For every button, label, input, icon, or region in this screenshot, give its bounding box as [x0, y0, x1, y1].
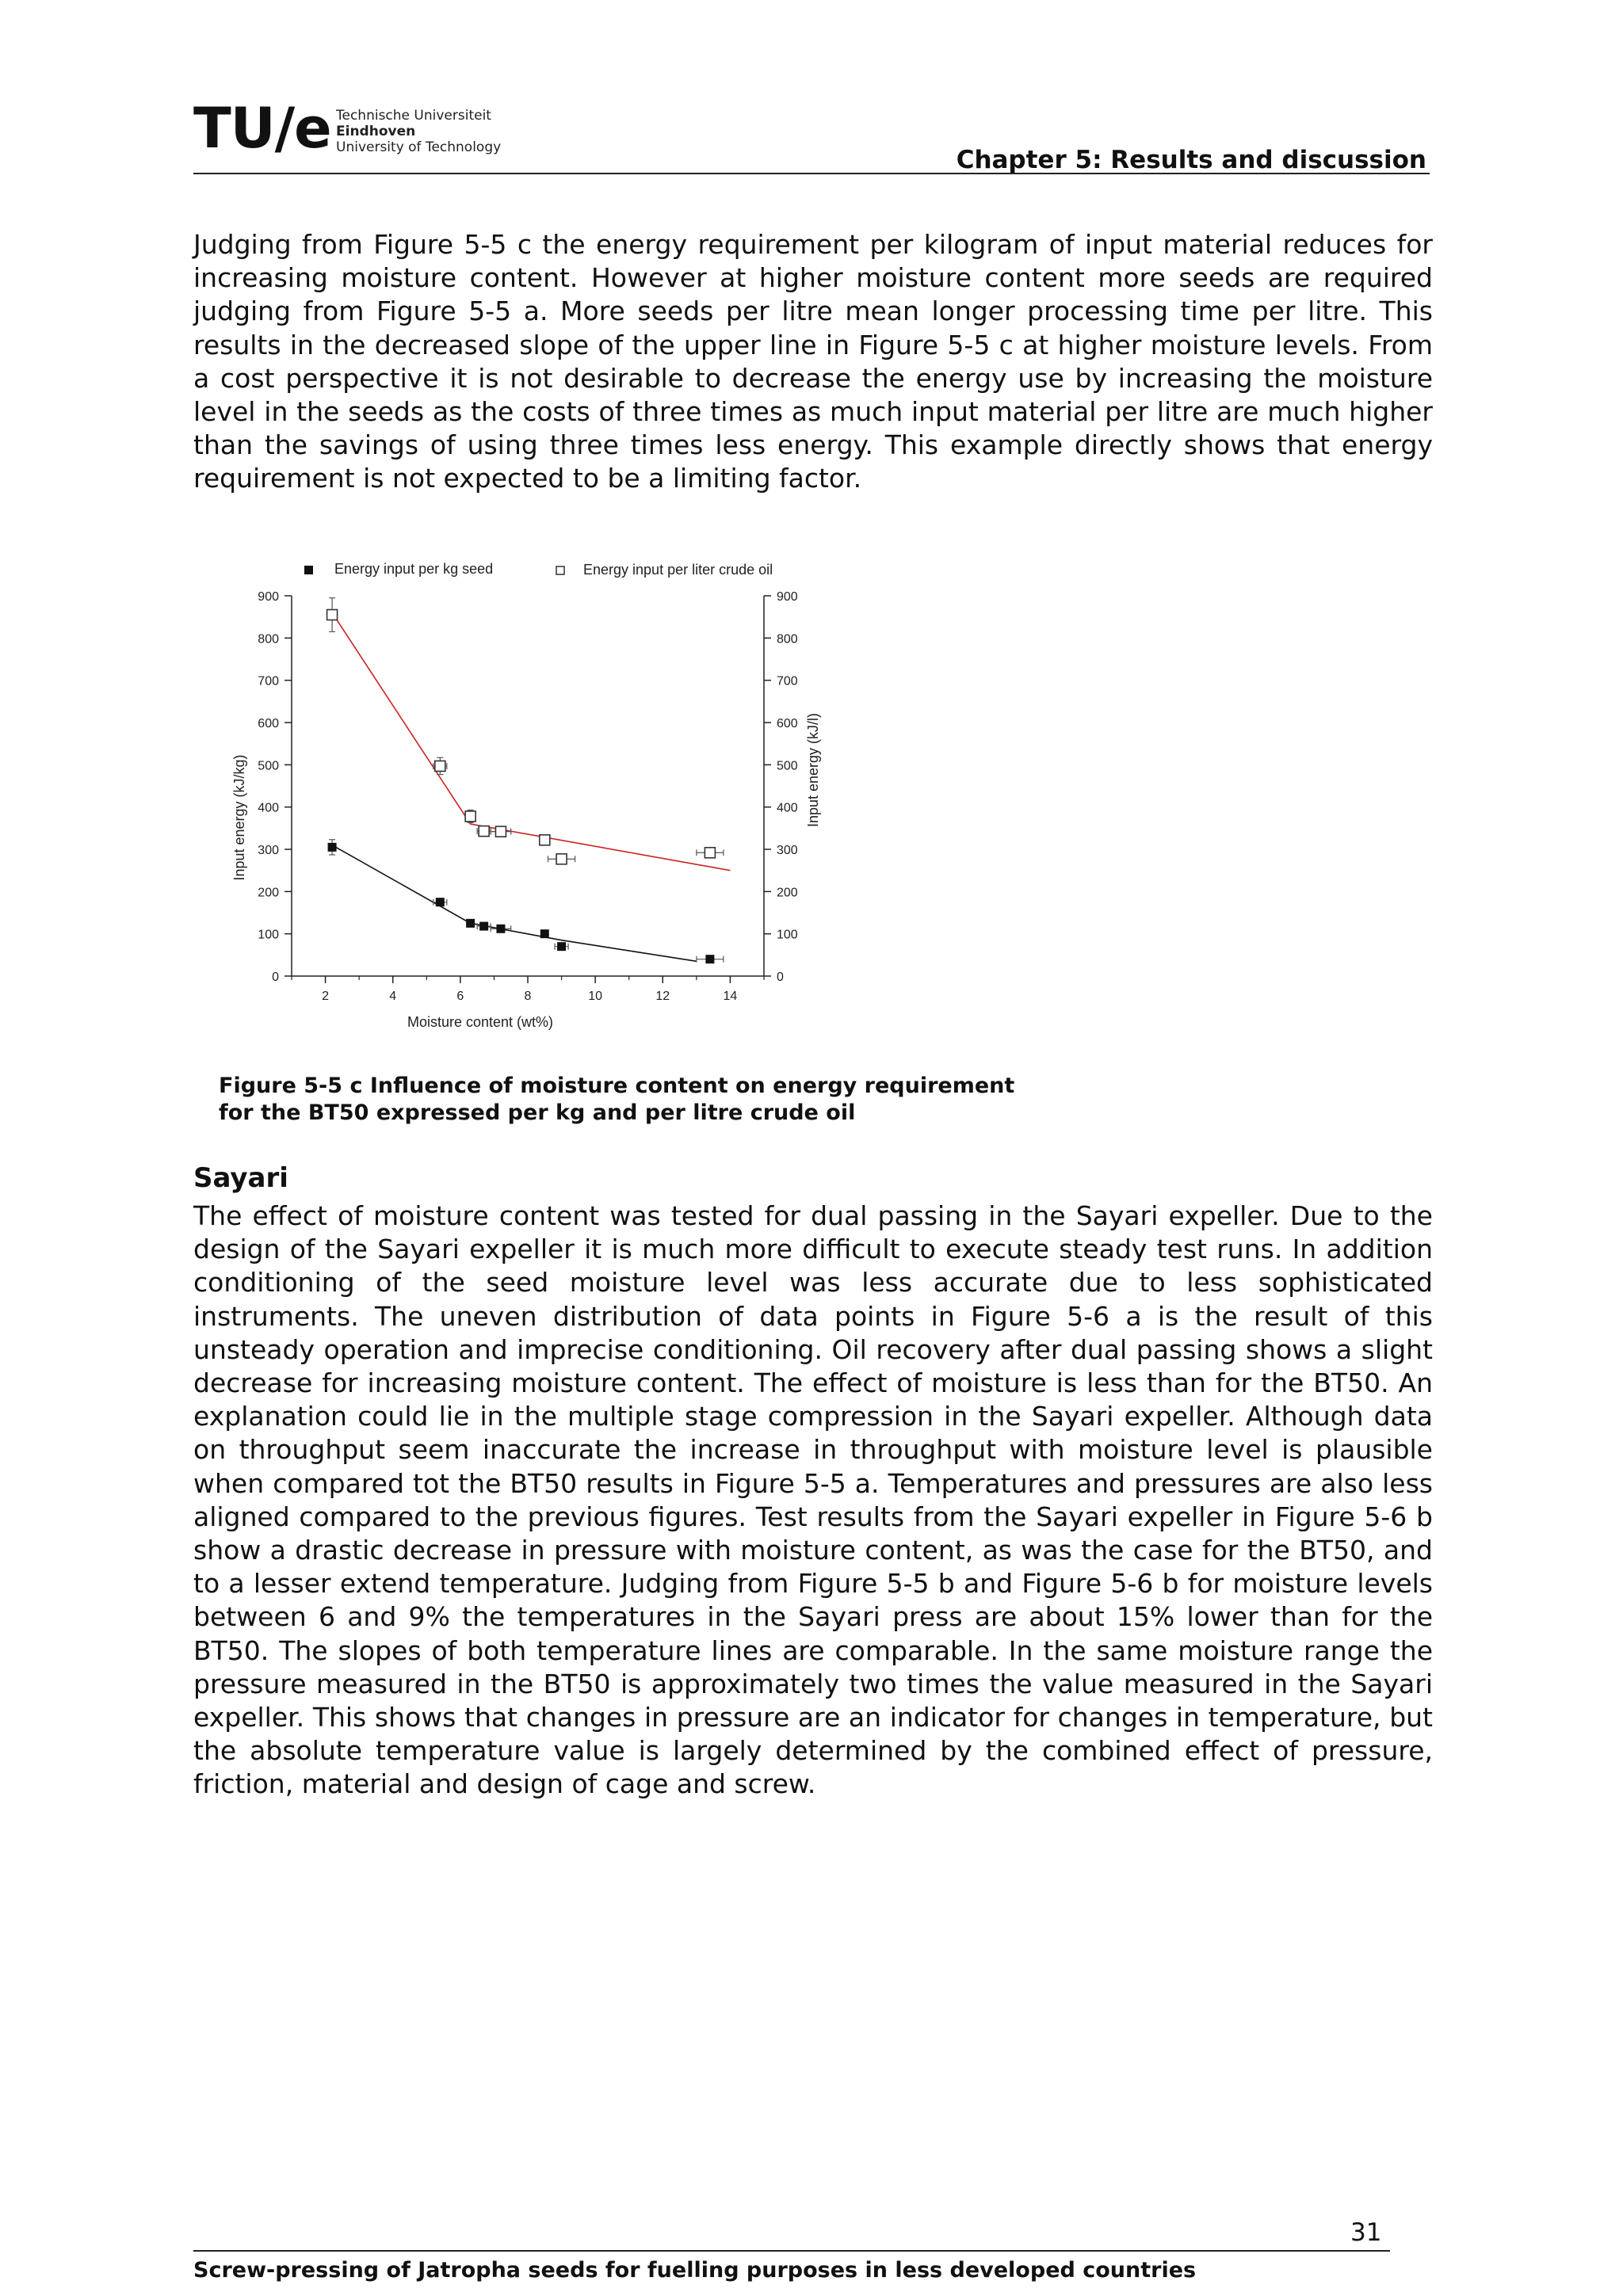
- data-point-per-kg: [557, 942, 566, 951]
- y-tick-label-left: 600: [258, 717, 279, 730]
- legend-label-per-liter: Energy input per liter crude oil: [583, 562, 773, 578]
- footer-rule: [193, 2250, 1390, 2252]
- logo-line-1: Technische Universiteit: [336, 108, 491, 124]
- data-point-per-kg: [705, 955, 714, 963]
- y-tick-label-right: 900: [777, 590, 798, 604]
- legend-label-per-kg: Energy input per kg seed: [334, 561, 494, 577]
- data-point-per-liter: [435, 761, 445, 771]
- data-point-per-liter: [705, 848, 715, 858]
- data-point-per-kg: [496, 925, 505, 933]
- y-tick-label-right: 500: [777, 759, 798, 773]
- fit-line-series-1: [332, 612, 730, 870]
- logo-text: [336, 108, 501, 155]
- data-point-per-liter: [327, 610, 338, 620]
- x-tick-label: 10: [588, 990, 603, 1003]
- legend-marker-filled-square: [304, 566, 313, 574]
- y-tick-label-left: 100: [258, 928, 279, 942]
- data-point-per-liter: [479, 826, 489, 837]
- y-tick-label-right: 100: [777, 928, 798, 942]
- page-number: 31: [1350, 2218, 1382, 2247]
- y-tick-label-left: 800: [258, 632, 279, 646]
- figure-caption-line-1: Figure 5-5 c Influence of moisture content on energy requirement: [219, 1074, 1015, 1098]
- section-heading: Sayari: [193, 1162, 288, 1194]
- y-tick-label-left: 900: [258, 590, 279, 604]
- logo-line-3: University of Technology: [336, 139, 502, 155]
- paragraph-1: Judging from Figure 5-5 c the energy requirement per kilogram of input material reduces for increasing moisture content. However at higher moisture content more seeds are required judging from Figure 5-5 a. More seeds per litre mean longer processing time per litre. This results in the decreased slope of the upper line in Figure 5-5 c at higher moisture levels. From a cost perspective it is not desirable to decrease the energy use by increasing the moisture level in the seeds as the costs of three times as much input material per litre are much higher than the savings of using three times less energy. This example directly shows that energy requirement is not expected to be a limiting factor.: [193, 229, 1433, 494]
- y-tick-label-left: 300: [258, 844, 279, 857]
- data-point-per-kg: [328, 843, 337, 852]
- x-axis-label: Moisture content (wt%): [407, 1014, 554, 1030]
- y-axis-label-left: Input energy (kJ/kg): [231, 754, 247, 881]
- y-tick-label-left: 700: [258, 674, 279, 688]
- data-point-per-liter: [556, 854, 567, 864]
- data-point-per-kg: [466, 919, 475, 928]
- logo-mark: TU/e: [193, 96, 331, 161]
- figure-caption: [219, 1073, 1090, 1127]
- data-point-per-liter: [540, 835, 550, 845]
- x-tick-label: 8: [524, 990, 532, 1003]
- data-point-per-liter: [465, 811, 475, 822]
- y-tick-label-right: 400: [777, 801, 798, 815]
- legend-marker-open-square: [556, 566, 564, 574]
- logo-line-2: Eindhoven: [336, 124, 416, 139]
- y-tick-label-right: 0: [777, 971, 784, 984]
- x-tick-label: 4: [389, 990, 397, 1003]
- header-rule: [193, 173, 1430, 174]
- y-tick-label-right: 800: [777, 632, 798, 646]
- y-tick-label-left: 500: [258, 759, 279, 773]
- data-point-per-kg: [540, 929, 549, 938]
- figure-caption-line-2: for the BT50 expressed per kg and per litre crude oil: [219, 1100, 856, 1125]
- y-tick-label-right: 700: [777, 674, 798, 688]
- university-logo: [193, 97, 526, 162]
- data-point-per-liter: [495, 826, 506, 837]
- y-tick-label-right: 600: [777, 717, 798, 730]
- y-tick-label-right: 300: [777, 844, 798, 857]
- data-point-per-kg: [436, 898, 445, 906]
- y-tick-label-left: 0: [272, 971, 279, 984]
- x-tick-label: 6: [456, 990, 464, 1003]
- x-tick-label: 2: [322, 990, 330, 1003]
- y-axis-label-right: Input energy (kJ/l): [805, 712, 821, 828]
- energy-moisture-chart: [219, 555, 837, 1046]
- y-tick-label-left: 200: [258, 886, 279, 900]
- y-tick-label-left: 400: [258, 801, 279, 815]
- x-tick-label: 12: [655, 990, 670, 1003]
- chapter-title: Chapter 5: Results and discussion: [956, 146, 1426, 174]
- data-point-per-kg: [479, 922, 488, 931]
- footer-title: Screw-pressing of Jatropha seeds for fuelling purposes in less developed countries: [193, 2258, 1197, 2283]
- y-tick-label-right: 200: [777, 886, 798, 900]
- paragraph-2: The effect of moisture content was tested for dual passing in the Sayari expeller. Due to the design of the Sayari expeller it is much more difficult to execute steady test runs. In addition conditioning of the seed moisture level was less accurate due to less sophisticated instruments. The uneven distribution of data points in Figure 5-6 a is the result of this unsteady operation and imprecise conditioning. Oil recovery after dual passing shows a slight decrease for increasing moisture content. The effect of moisture is less than for the BT50. An explanation could lie in the multiple stage compression in the Sayari expeller. Although data on throughput seem inaccurate the increase in throughput with moisture level is plausible when compared tot the BT50 results in Figure 5-5 a. Temperatures and pressures are also less aligned compared to the previous figures. Test results from the Sayari expeller in Figure 5-6 b show a drastic decrease in pressure with moisture content, as was the case for the BT50, and to a lesser extend temperature. Judging from Figure 5-5 b and Figure 5-6 b for moisture levels between 6 and 9% the temperatures in the Sayari press are about 15% lower than for the BT50. The slopes of both temperature lines are comparable. In the same moisture range the pressure measured in the BT50 is approximately two times the value measured in the Sayari expeller. This shows that changes in pressure are an indicator for changes in temperature, but the absolute temperature value is largely determined by the combined effect of pressure, friction, material and design of cage and screw.: [193, 1200, 1433, 1800]
- fit-line-series-0: [332, 845, 697, 962]
- x-tick-label: 14: [723, 990, 738, 1003]
